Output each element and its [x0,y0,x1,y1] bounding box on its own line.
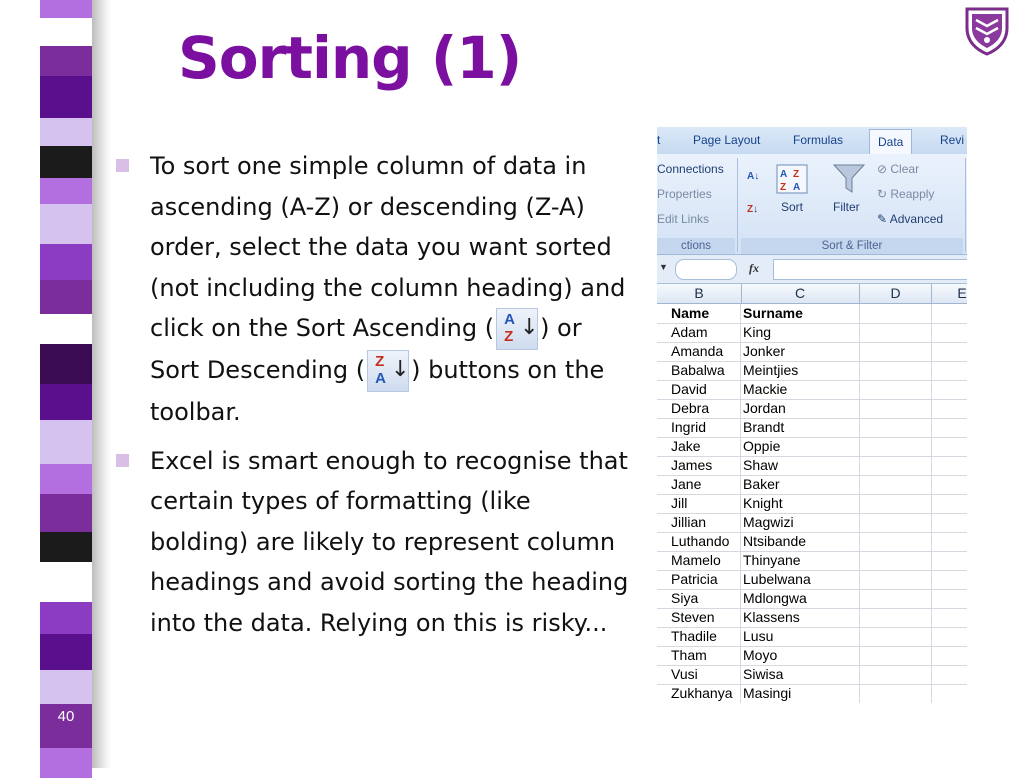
filter-label: Filter [833,200,860,214]
cell-surname[interactable]: Mackie [741,380,860,399]
table-row [657,684,967,703]
bullet-item: Excel is smart enough to recognise that certain types of formatting (like bolding) are likely to represent column headings and avoid sorting the heading into the data. Relying on this is risky... [114,441,634,644]
excel-screenshot [657,127,967,703]
decorative-tile [40,670,92,704]
decorative-tile [40,204,92,244]
sort-dialog-icon [776,164,808,194]
reapply-icon: ↻ [877,187,891,201]
cell-name[interactable]: Jake [657,437,741,456]
cell-empty[interactable] [860,456,932,475]
cell-name[interactable]: Amanda [657,342,741,361]
group-label-connections: ctions [657,238,735,254]
cell-name[interactable]: Vusi [657,665,741,684]
cell-empty[interactable] [860,418,932,437]
fx-icon[interactable]: fx [749,261,759,275]
cell-name[interactable]: Siya [657,589,741,608]
cell-surname[interactable]: King [741,323,860,342]
cell-empty[interactable] [860,304,932,323]
tab-formulas[interactable]: Formulas [793,133,844,147]
cell-surname[interactable]: Brandt [741,418,860,437]
table-row [657,589,967,609]
slide-number: 40 [57,708,75,725]
cell-empty[interactable] [860,342,932,361]
decorative-tile [40,118,92,146]
sort-descending-icon: Z A ↓ [367,350,409,392]
connections-button[interactable]: Connections [657,162,724,176]
cell-empty[interactable] [860,589,932,608]
filter-button[interactable] [829,162,869,226]
table-row [657,532,967,552]
bullet-item: To sort one simple column of data in ascending (A-Z) or descending (Z-A) order, select the data you want sorted (not including the column heading) and click on the Sort Ascending ( A Z ↓ ) or Sort Descending ( Z A ↓ ) buttons on the toolbar. [114,146,634,433]
table-row [657,399,967,419]
table-row [657,627,967,647]
cell-empty[interactable] [860,380,932,399]
decorative-tile [40,314,92,344]
sort-label: Sort [781,200,804,214]
table-row [657,570,967,590]
svg-text:Z: Z [780,182,787,193]
decorative-tiles [40,0,92,768]
group-label-sort-filter: Sort & Filter [741,238,963,254]
table-row [657,361,967,381]
cell-surname[interactable]: Siwisa [741,665,860,684]
cell-name[interactable]: Jillian [657,513,741,532]
bullet-list [114,146,634,643]
cell-name[interactable]: Ingrid [657,418,741,437]
name-box[interactable] [675,259,737,280]
edit-links-button[interactable]: Edit Links [657,212,710,226]
cell-name[interactable]: Jill [657,494,741,513]
ribbon [657,154,967,255]
decorative-tile [40,748,92,778]
decorative-strip [0,0,112,768]
formula-input[interactable] [773,259,967,280]
cell-empty[interactable] [860,532,932,551]
cell-empty[interactable] [860,551,932,570]
clear-icon: ⊘ [877,162,891,176]
cell-empty[interactable] [860,570,932,589]
cell-empty[interactable] [860,665,932,684]
svg-text:Z: Z [793,169,800,180]
bullet-marker [116,159,129,172]
cell-empty[interactable] [860,494,932,513]
cell-surname[interactable]: Magwizi [741,513,860,532]
cell-surname[interactable]: Klassens [741,608,860,627]
cell-surname-header[interactable]: Surname [741,304,860,323]
decorative-tile [40,0,92,18]
table-row [657,646,967,666]
decorative-tile [40,18,92,46]
column-header-e[interactable]: E [957,285,967,301]
cell-surname[interactable]: Jonker [741,342,860,361]
decorative-tile [40,602,92,634]
reapply-button[interactable]: ↻ Reapply [877,187,935,201]
cell-empty[interactable] [860,627,932,646]
table-row [657,608,967,628]
cell-surname[interactable]: Oppie [741,437,860,456]
decorative-tile [40,464,92,494]
cell-name[interactable]: Steven [657,608,741,627]
filter-funnel-icon [832,162,866,196]
cell-name[interactable]: Babalwa [657,361,741,380]
tab-review[interactable]: Revi [940,133,965,147]
cell-name[interactable]: Patricia [657,570,741,589]
cell-name[interactable]: Thadile [657,627,741,646]
cell-empty[interactable] [860,684,932,703]
cell-surname[interactable]: Lubelwana [741,570,860,589]
clear-button[interactable]: ⊘ Clear [877,162,920,176]
decorative-tile [40,244,92,280]
advanced-button[interactable]: ✎ Advanced [877,212,944,226]
decorative-tile [40,146,92,178]
sort-za-button[interactable]: Z↓ [747,204,759,215]
decorative-tile [40,384,92,420]
decorative-tile [40,494,92,532]
cell-surname[interactable]: Meintjies [741,361,860,380]
bullet-marker [116,454,129,467]
table-row [657,475,967,495]
cell-name[interactable]: David [657,380,741,399]
decorative-tile [40,420,92,464]
column-header-b[interactable]: B [657,284,742,303]
sort-az-button[interactable]: A↓ [747,171,760,182]
tab-data[interactable]: Data [869,129,912,155]
cell-empty[interactable] [860,646,932,665]
cell-surname[interactable]: Shaw [741,456,860,475]
name-box-dropdown-icon[interactable]: ▼ [659,262,668,272]
cell-empty[interactable] [860,399,932,418]
cell-name[interactable]: Luthando [657,532,741,551]
cell-surname[interactable]: Jordan [741,399,860,418]
decorative-tile [40,344,92,384]
slide-title: Sorting (1) [178,24,522,92]
tab-page-layout[interactable]: Page Layout [693,133,761,147]
cell-surname[interactable]: Masingi [741,684,860,703]
advanced-icon: ✎ [877,212,890,226]
tab-truncated[interactable]: t [657,133,661,147]
ribbon-tabs [657,127,967,154]
cell-empty[interactable] [860,475,932,494]
cell-surname[interactable]: Baker [741,475,860,494]
university-crest-icon [964,6,1010,56]
column-header-d[interactable]: D [860,284,932,303]
svg-text:A: A [780,169,788,180]
formula-bar [657,255,967,284]
decorative-tile [40,634,92,670]
cell-empty[interactable] [860,437,932,456]
column-headers [657,284,967,304]
svg-text:A: A [793,182,801,193]
cell-name[interactable]: Debra [657,399,741,418]
cell-empty[interactable] [860,608,932,627]
table-row [657,323,967,343]
table-row [657,456,967,476]
table-row [657,513,967,533]
decorative-tile [40,76,92,118]
cell-empty[interactable] [860,361,932,380]
table-row [657,437,967,457]
properties-button[interactable]: Properties [657,187,712,201]
cell-surname[interactable]: Lusu [741,627,860,646]
strip-shadow [92,0,112,768]
cell-surname[interactable]: Thinyane [741,551,860,570]
table-row [657,380,967,400]
table-row [657,342,967,362]
cell-name[interactable]: Mamelo [657,551,741,570]
cell-surname[interactable]: Ntsibande [741,532,860,551]
cell-empty[interactable] [860,513,932,532]
decorative-tile [40,46,92,76]
cell-empty[interactable] [860,323,932,342]
cell-name[interactable]: Adam [657,323,741,342]
spreadsheet-grid [657,304,967,703]
sort-button[interactable] [775,164,809,224]
table-header-row [657,304,967,324]
column-header-c[interactable]: C [741,284,860,303]
cell-name[interactable]: Tham [657,646,741,665]
table-row [657,494,967,514]
table-row [657,551,967,571]
sort-ascending-icon: A Z ↓ [496,308,538,350]
cell-name[interactable]: Jane [657,475,741,494]
decorative-tile [40,562,92,602]
cell-surname[interactable]: Mdlongwa [741,589,860,608]
table-row [657,665,967,685]
table-row [657,418,967,438]
decorative-tile [40,280,92,314]
cell-name[interactable]: Zukhanya [657,684,741,703]
cell-name-header[interactable]: Name [657,304,741,323]
cell-surname[interactable]: Moyo [741,646,860,665]
decorative-tile [40,178,92,204]
cell-surname[interactable]: Knight [741,494,860,513]
decorative-tile [40,532,92,562]
cell-name[interactable]: James [657,456,741,475]
